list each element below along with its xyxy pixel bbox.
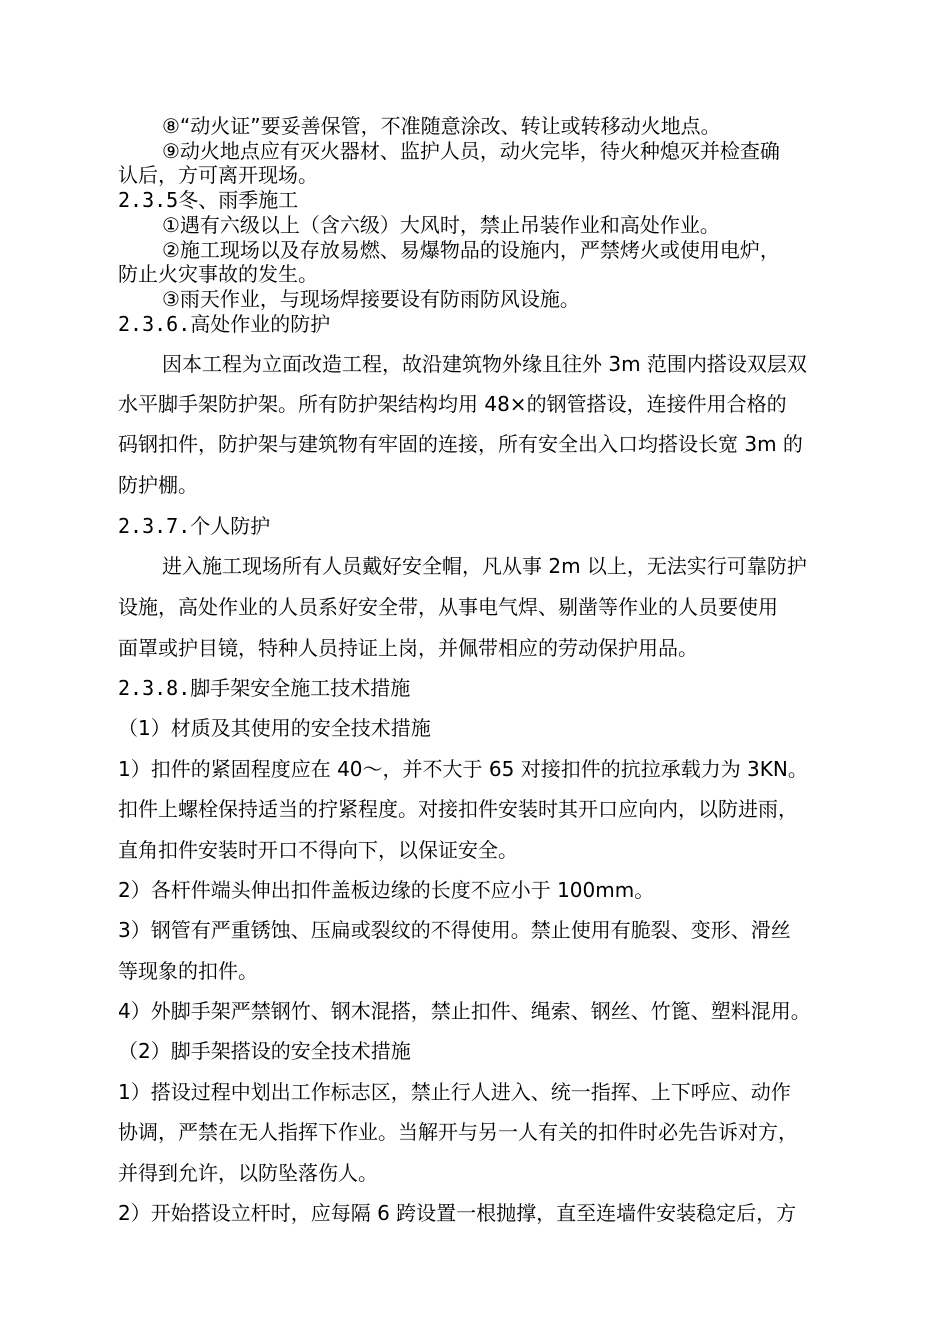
text-line: 3）钢管有严重锈蚀、压扁或裂纹的不得使用。禁止使用有脆裂、变形、滑丝 — [118, 918, 791, 942]
text-line: 1）搭设过程中划出工作标志区，禁止行人进入、统一指挥、上下呼应、动作 — [118, 1080, 791, 1104]
text-line: 直角扣件安装时开口不得向下，以保证安全。 — [118, 838, 518, 862]
text-line: 等现象的扣件。 — [118, 959, 258, 983]
section-heading: 2.3.6.高处作业的防护 — [118, 312, 331, 336]
text-line: 2）开始搭设立杆时，应每隔 6 跨设置一根抛撑，直至连墙件安装稳定后，方 — [118, 1201, 797, 1225]
text-line: 进入施工现场所有人员戴好安全帽，凡从事 2m 以上，无法实行可靠防护 — [162, 554, 807, 578]
section-heading: 2.3.8.脚手架安全施工技术措施 — [118, 676, 411, 700]
text-line: ⑧“动火证”要妥善保管，不准随意涂改、转让或转移动火地点。 — [162, 114, 721, 138]
text-line: 2）各杆件端头伸出扣件盖板边缘的长度不应小于 100mm。 — [118, 878, 655, 902]
text-line: ③雨天作业，与现场焊接要设有防雨防风设施。 — [162, 287, 580, 311]
subsection-heading: （1）材质及其使用的安全技术措施 — [118, 716, 431, 740]
text-line: ②施工现场以及存放易燃、易爆物品的设施内，严禁烤火或使用电炉， — [162, 238, 780, 262]
text-line: 因本工程为立面改造工程，故沿建筑物外缘且往外 3m 范围内搭设双层双 — [162, 352, 807, 376]
text-line: ⑨动火地点应有灭火器材、监护人员，动火完毕，待火种熄灭并检查确 — [162, 139, 780, 163]
text-line: 面罩或护目镜，特种人员持证上岗，并佩带相应的劳动保护用品。 — [118, 636, 698, 660]
section-heading: 2.3.5冬、雨季施工 — [118, 188, 299, 212]
text-line: 认后，方可离开现场。 — [118, 163, 318, 187]
section-heading: 2.3.7.个人防护 — [118, 514, 271, 538]
text-line: 4）外脚手架严禁钢竹、钢木混搭，禁止扣件、绳索、钢丝、竹篦、塑料混用。 — [118, 999, 811, 1023]
text-line: 码钢扣件，防护架与建筑物有牢固的连接，所有安全出入口均搭设长宽 3m 的 — [118, 432, 803, 456]
text-line: 协调，严禁在无人指挥下作业。当解开与另一人有关的扣件时必先告诉对方， — [118, 1120, 798, 1144]
text-line: 扣件上螺栓保持适当的拧紧程度。对接扣件安装时其开口应向内，以防进雨， — [118, 797, 798, 821]
text-line: 并得到允许，以防坠落伤人。 — [118, 1161, 378, 1185]
subsection-heading: （2）脚手架搭设的安全技术措施 — [118, 1039, 411, 1063]
text-line: ①遇有六级以上（含六级）大风时，禁止吊装作业和高处作业。 — [162, 213, 720, 237]
text-line: 防护棚。 — [118, 473, 198, 497]
text-line: 防止火灾事故的发生。 — [118, 262, 318, 286]
text-line: 1）扣件的紧固程度应在 40～，并不大于 65 对接扣件的抗拉承载力为 3KN。 — [118, 757, 808, 781]
text-line: 水平脚手架防护架。所有防护架结构均用 48×的钢管搭设，连接件用合格的 — [118, 392, 787, 416]
text-line: 设施，高处作业的人员系好安全带，从事电气焊、剔凿等作业的人员要使用 — [118, 595, 778, 619]
